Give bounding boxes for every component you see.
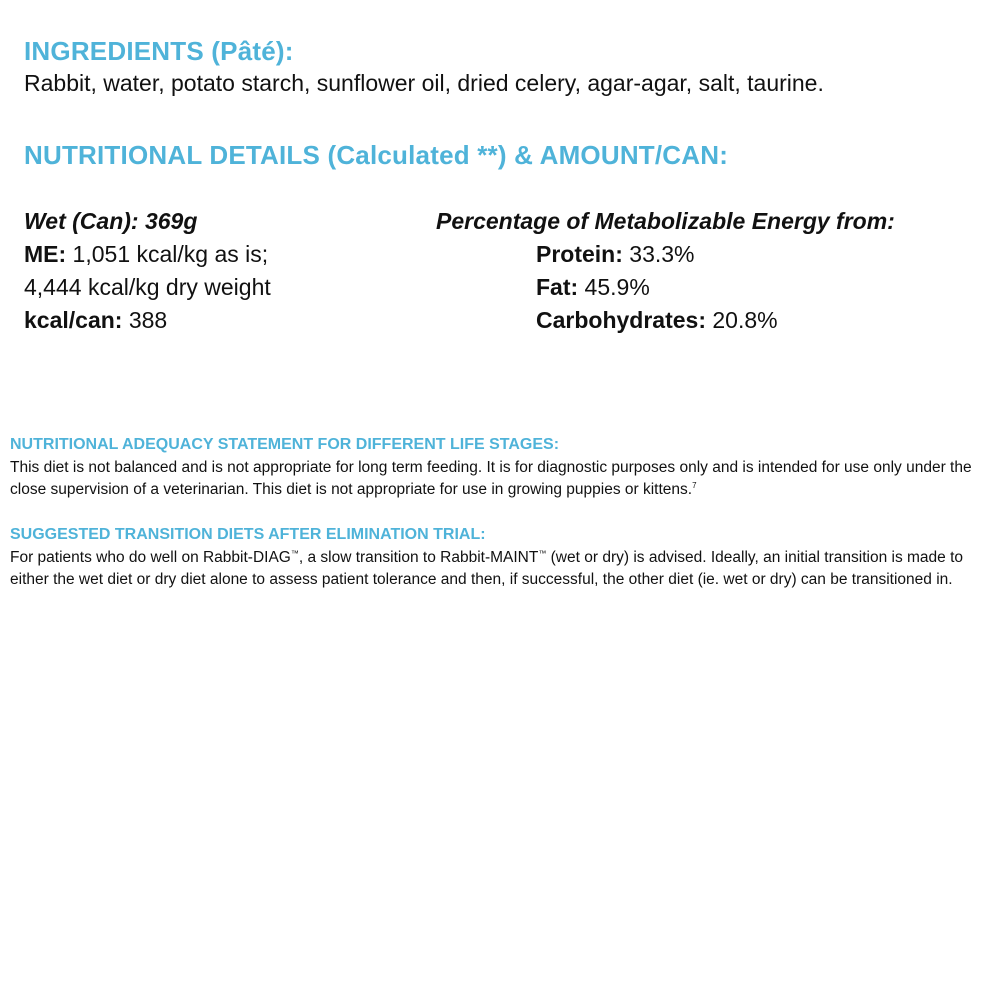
adequacy-statement-title: NUTRITIONAL ADEQUACY STATEMENT FOR DIFFERENT LIFE STAGES: <box>10 436 560 453</box>
transition-text-part-2: , a slow transition to Rabbit-MAINT <box>298 549 539 566</box>
protein-label: Protein: <box>536 241 623 267</box>
trademark-symbol: ™ <box>290 548 299 558</box>
transition-text-part-1: For patients who do well on Rabbit-DIAG <box>10 549 291 566</box>
carbohydrates-row <box>436 304 976 337</box>
me-dry-weight: 4,444 kcal/kg dry weight <box>24 274 271 300</box>
nutrition-left-column <box>24 205 404 337</box>
fat-row <box>436 271 976 304</box>
protein-value: 33.3% <box>622 241 695 267</box>
transition-diets-title: SUGGESTED TRANSITION DIETS AFTER ELIMINATION TRIAL: <box>10 526 486 543</box>
transition-diets-text <box>10 547 980 591</box>
kcal-can-value: 388 <box>122 307 168 333</box>
wet-can-weight: Wet (Can): 369g <box>24 208 198 234</box>
protein-row <box>436 238 976 271</box>
adequacy-statement-text <box>10 457 980 501</box>
energy-title: Percentage of Metabolizable Energy from: <box>436 208 895 234</box>
transition-text-part-3: (wet or dry) is advised. Ideally, an initial transition is made to either the wet diet or dry diet alone to assess patient tolerance and then, if successful, the other diet (ie. wet or dry) can be transitioned in. <box>10 549 964 588</box>
footnote-marker: 7 <box>692 480 697 490</box>
me-row <box>24 238 404 271</box>
adequacy-text-body: This diet is not balanced and is not appropriate for long term feeding. It is for diagnostic purposes only and is intended for use only under the close supervision of a veterinarian. This diet is not appropriate for use in growing puppies or kittens. <box>10 459 972 498</box>
nutritional-details-title: NUTRITIONAL DETAILS (Calculated **) & AMOUNT/CAN: <box>24 140 729 170</box>
fat-value: 45.9% <box>578 274 650 300</box>
ingredients-text: Rabbit, water, potato starch, sunflower oil, dried celery, agar-agar, salt, taurine. <box>24 70 824 96</box>
me-value-as-is: 1,051 kcal/kg as is; <box>66 241 269 267</box>
kcal-can-label: kcal/can: <box>24 307 123 333</box>
fat-label: Fat: <box>536 274 579 300</box>
trademark-symbol: ™ <box>538 548 547 558</box>
kcal-can-row <box>24 304 404 337</box>
nutrition-right-column <box>436 205 976 337</box>
carbohydrates-label: Carbohydrates: <box>536 307 706 333</box>
me-label: ME: <box>24 241 67 267</box>
ingredients-title: INGREDIENTS (Pâté): <box>24 36 294 66</box>
carbohydrates-value: 20.8% <box>705 307 778 333</box>
